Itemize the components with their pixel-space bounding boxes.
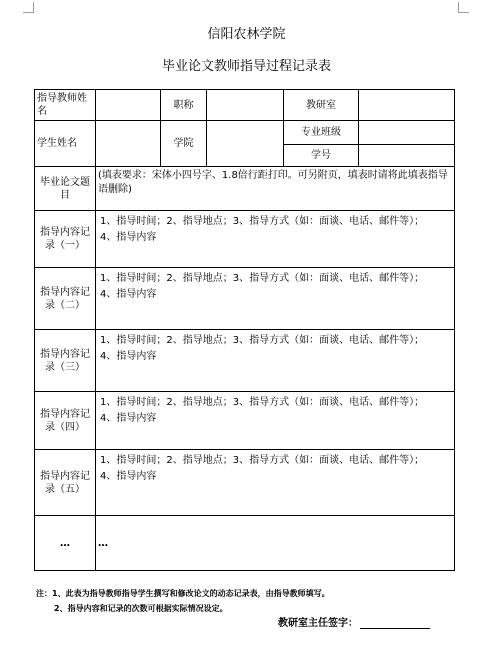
major-class-label: 专业班级	[284, 121, 359, 145]
college-label: 学院	[161, 121, 207, 167]
record-label: 指导内容记录（二）	[35, 268, 96, 330]
record-label: 指导内容记录（一）	[35, 211, 96, 268]
record-content-field[interactable]	[96, 211, 455, 268]
note-line-2: 2、指导内容和记录的次数可根据实际情况设定。	[54, 604, 228, 613]
record-content-line: 1、指导时间；2、指导地点；3、指导方式（如：面谈、电话、邮件等）；	[100, 397, 425, 408]
teacher-title-label: 职称	[161, 90, 207, 121]
record-content-line: 4、指导内容	[100, 413, 157, 424]
office-label: 教研室	[284, 90, 359, 121]
notes	[36, 586, 330, 616]
crop-mark-top-left	[23, 2, 34, 13]
signature-label: 教研室主任签字：	[278, 618, 358, 629]
office-field[interactable]	[359, 90, 455, 121]
thesis-topic-label: 毕业论文题目	[35, 167, 96, 211]
ellipsis-content[interactable]: …	[96, 516, 455, 571]
crop-mark-top-right	[458, 2, 469, 13]
record-label: 指导内容记录（四）	[35, 392, 96, 450]
thesis-topic-note[interactable]: (填表要求：宋体小四号字、1.8倍行距打印。可另附页，填表时请将此填表指导语删除)	[96, 167, 455, 211]
record-content-field[interactable]	[96, 268, 455, 330]
record-content-field[interactable]	[96, 330, 455, 392]
record-label: 指导内容记录（三）	[35, 330, 96, 392]
record-content-field[interactable]	[96, 450, 455, 516]
note-line-1: 注：1、此表为指导教师指导学生撰写和修改论文的动态记录表，由指导教师填写。	[36, 589, 330, 598]
student-id-field[interactable]	[359, 145, 455, 167]
form-title: 毕业论文教师指导过程记录表	[161, 59, 331, 74]
record-content-line: 4、指导内容	[100, 471, 157, 482]
record-content-line: 1、指导时间；2、指导地点；3、指导方式（如：面谈、电话、邮件等）；	[100, 455, 425, 466]
record-content-line: 1、指导时间；2、指导地点；3、指导方式（如：面谈、电话、邮件等）；	[100, 273, 425, 284]
student-name-field[interactable]	[96, 121, 161, 167]
record-content-line: 4、指导内容	[100, 351, 157, 362]
student-name-label: 学生姓名	[35, 121, 96, 167]
record-label: 指导内容记录（五）	[35, 450, 96, 516]
teacher-title-field[interactable]	[207, 90, 284, 121]
school-name: 信阳农林学院	[207, 27, 286, 42]
signature-area	[278, 614, 430, 629]
ellipsis-label: …	[35, 516, 96, 571]
signature-line[interactable]	[360, 618, 430, 629]
major-class-field[interactable]	[359, 121, 455, 145]
record-content-field[interactable]	[96, 392, 455, 450]
record-content-line: 4、指导内容	[100, 289, 157, 300]
student-id-label: 学号	[284, 145, 359, 167]
college-field[interactable]	[207, 121, 284, 167]
teacher-name-label: 指导教师姓名	[35, 90, 96, 121]
record-content-line: 4、指导内容	[100, 232, 157, 243]
record-content-line: 1、指导时间；2、指导地点；3、指导方式（如：面谈、电话、邮件等）；	[100, 335, 425, 346]
guidance-record-table	[34, 89, 455, 571]
record-content-line: 1、指导时间；2、指导地点；3、指导方式（如：面谈、电话、邮件等）；	[100, 216, 425, 227]
teacher-name-field[interactable]	[96, 90, 161, 121]
